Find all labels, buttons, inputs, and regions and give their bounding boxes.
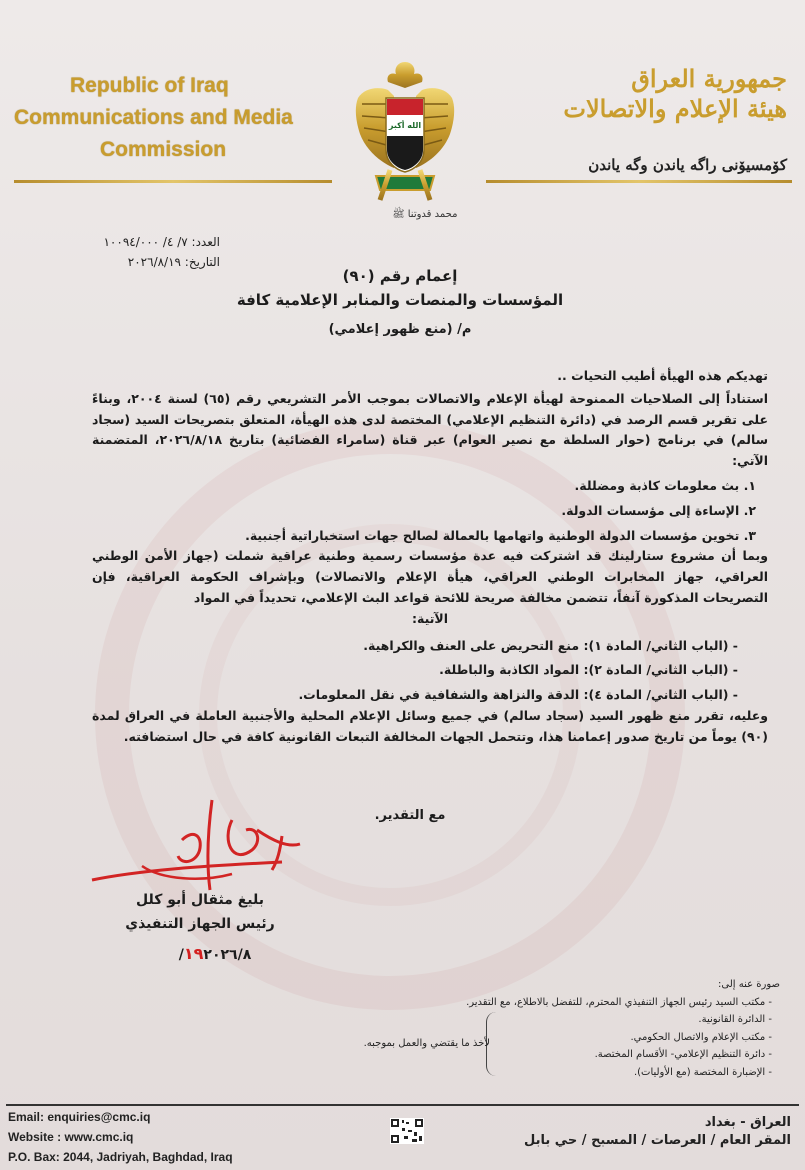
header-en-commission: Communications and Media	[14, 106, 293, 129]
paragraph-2: وبما أن مشروع ستارلينك قد اشتركت فيه عدة مؤسسات رسمية وطنية عراقية شملت (جهاز الأمن الوطني العراقي، جهاز المخابرات الوطني العراقي، هيأة الإعلام والاتصالات) وبإشراف الحكومة العراقية، فإن التصريحات المذكورة آنفاً، تتضمن مخالفة صريحة للائحة قواعد البث الإعلامي، تحديداً في المواد	[92, 548, 768, 605]
header-rule-left	[14, 180, 332, 183]
paragraph-3: وعليه، تقرر منع ظهور السيد (سجاد سالم) في جميع وسائل الإعلام المحلية والأجنبية العاملة في العراق لمدة (٩٠) يوماً من تاريخ صدور إعمامنا هذا، وتتحمل الجهات المخالفة التبعات القانونية كافة في حال استضافته.	[92, 707, 768, 744]
header-en-country: Republic of Iraq	[70, 74, 229, 97]
copy-item-2: - الدائرة القانونية.	[698, 1014, 772, 1025]
header-en-commission-2: Commission	[100, 138, 227, 161]
footer-website: Website : www.cmc.iq	[8, 1130, 134, 1144]
header-ar-country: جمهورية العراق	[631, 64, 787, 93]
greeting: تهديكم هذه الهيأة أطيب التحيات ..	[557, 368, 768, 383]
copy-item-3: - مكتب الإعلام والاتصال الحكومي.	[630, 1031, 772, 1043]
footer-email: Email: enquiries@cmc.iq	[8, 1110, 151, 1124]
paragraph-1: استناداً إلى الصلاحيات الممنوحة لهيأة الإعلام والاتصالات بموجب الأمر التشريعي رقم (٦٥) لسنة ٢٠٠٤، وبناءً على تقرير قسم الرصد في (دائرة التنظيم الإعلامي) المختصة لدى هذه الهيأة، المتعلق بتصريحات السيد (سجاد سالم) في برنامج (حوار السلطة مع نصير العوام) عبر قناة (سامراء الفضائية) بتاريخ ٢٠٢٦/٨/١٨، المتضمنة الآتي:	[92, 390, 768, 469]
list-item-1: ١. بث معلومات كاذبة ومضللة.	[574, 477, 756, 493]
footer-city: العراق - بغداد	[704, 1115, 791, 1130]
english-header	[14, 70, 334, 166]
copy-item-1: - مكتب السيد رئيس الجهاز التنفيذي المحترم، للتفضل بالاطلاع، مع التقدير.	[466, 996, 772, 1008]
copies-list	[300, 976, 780, 1081]
copies-heading: صورة عنه إلى:	[718, 979, 780, 990]
header-rule-right	[486, 180, 792, 183]
arabic-header	[487, 64, 787, 124]
circular-recipients: المؤسسات والمنصات والمنابر الإعلامية كافة	[236, 291, 564, 309]
list-item-3: ٣. تخوين مؤسسات الدولة الوطنية واتهامها بالعمالة لصالح جهات استخباراتية أجنبية.	[245, 527, 756, 543]
iraq-eagle-emblem-icon	[350, 58, 460, 208]
circular-number: إعمام رقم (٩٠)	[342, 267, 458, 285]
signer-date	[165, 944, 265, 963]
list-item-2: ٢. الإساءة إلى مؤسسات الدولة.	[561, 502, 756, 518]
header-ar-commission: هيئة الإعلام والاتصالات	[563, 94, 787, 123]
footer-contact	[8, 1107, 233, 1167]
footer-address	[524, 1114, 791, 1150]
document-date: التاريخ: ٢٠٢٦/٨/١٩	[127, 255, 220, 269]
paragraph-2-end: الآتية:	[412, 610, 448, 626]
signer-title: رئيس الجهاز التنفيذي	[125, 916, 275, 932]
bullet-3: - (الباب الثاني/ المادة ٤): الدقة والنزاهة والشفافية في نقل المعلومات.	[298, 687, 738, 703]
copies-brace-note: لأخذ ما يقتضي والعمل بموجبه.	[363, 1038, 490, 1049]
circular-subject: م/ (منع ظهور إعلامي)	[328, 322, 472, 337]
document-number: العدد: ٧/ ٤/ ١٠٠٩٤/٠٠٠	[103, 235, 220, 249]
signer-date-rest: ٢٠٢٦/٨/	[178, 947, 252, 963]
bullet-2: - (الباب الثاني/ المادة ٢): المواد الكاذبة والباطلة.	[439, 662, 738, 678]
emblem-text: الله أكبر	[388, 121, 422, 130]
emblem-caption: محمد قدوتنا ﷺ	[392, 209, 458, 220]
letter-body	[92, 366, 768, 748]
copy-item-5: - الإضبارة المختصة (مع الأوليات).	[633, 1066, 772, 1078]
signer-block	[110, 888, 290, 936]
footer-street: المقر العام / العرصات / المسبح / حي بابل	[523, 1133, 791, 1148]
header-kurdish: كۆمسيۆنى راگه ياندن وگه ياندن	[588, 156, 787, 174]
closing-regards: مع التقدير.	[374, 808, 446, 823]
signer-name: بليغ مثقال أبو كلل	[136, 892, 264, 908]
copy-item-4: - دائرة التنظيم الإعلامي- الأقسام المختصة.	[594, 1049, 772, 1060]
footer-rule	[6, 1104, 799, 1106]
signer-date-day: ١٩	[183, 944, 204, 963]
footer-pobox: P.O. Bax: 2044, Jadriyah, Baghdad, Iraq	[8, 1150, 233, 1164]
circular-title	[150, 264, 650, 342]
bullet-1: - (الباب الثاني/ المادة ١): منع التحريض على العنف والكراهية.	[363, 637, 738, 653]
qr-code-icon	[390, 1118, 424, 1144]
